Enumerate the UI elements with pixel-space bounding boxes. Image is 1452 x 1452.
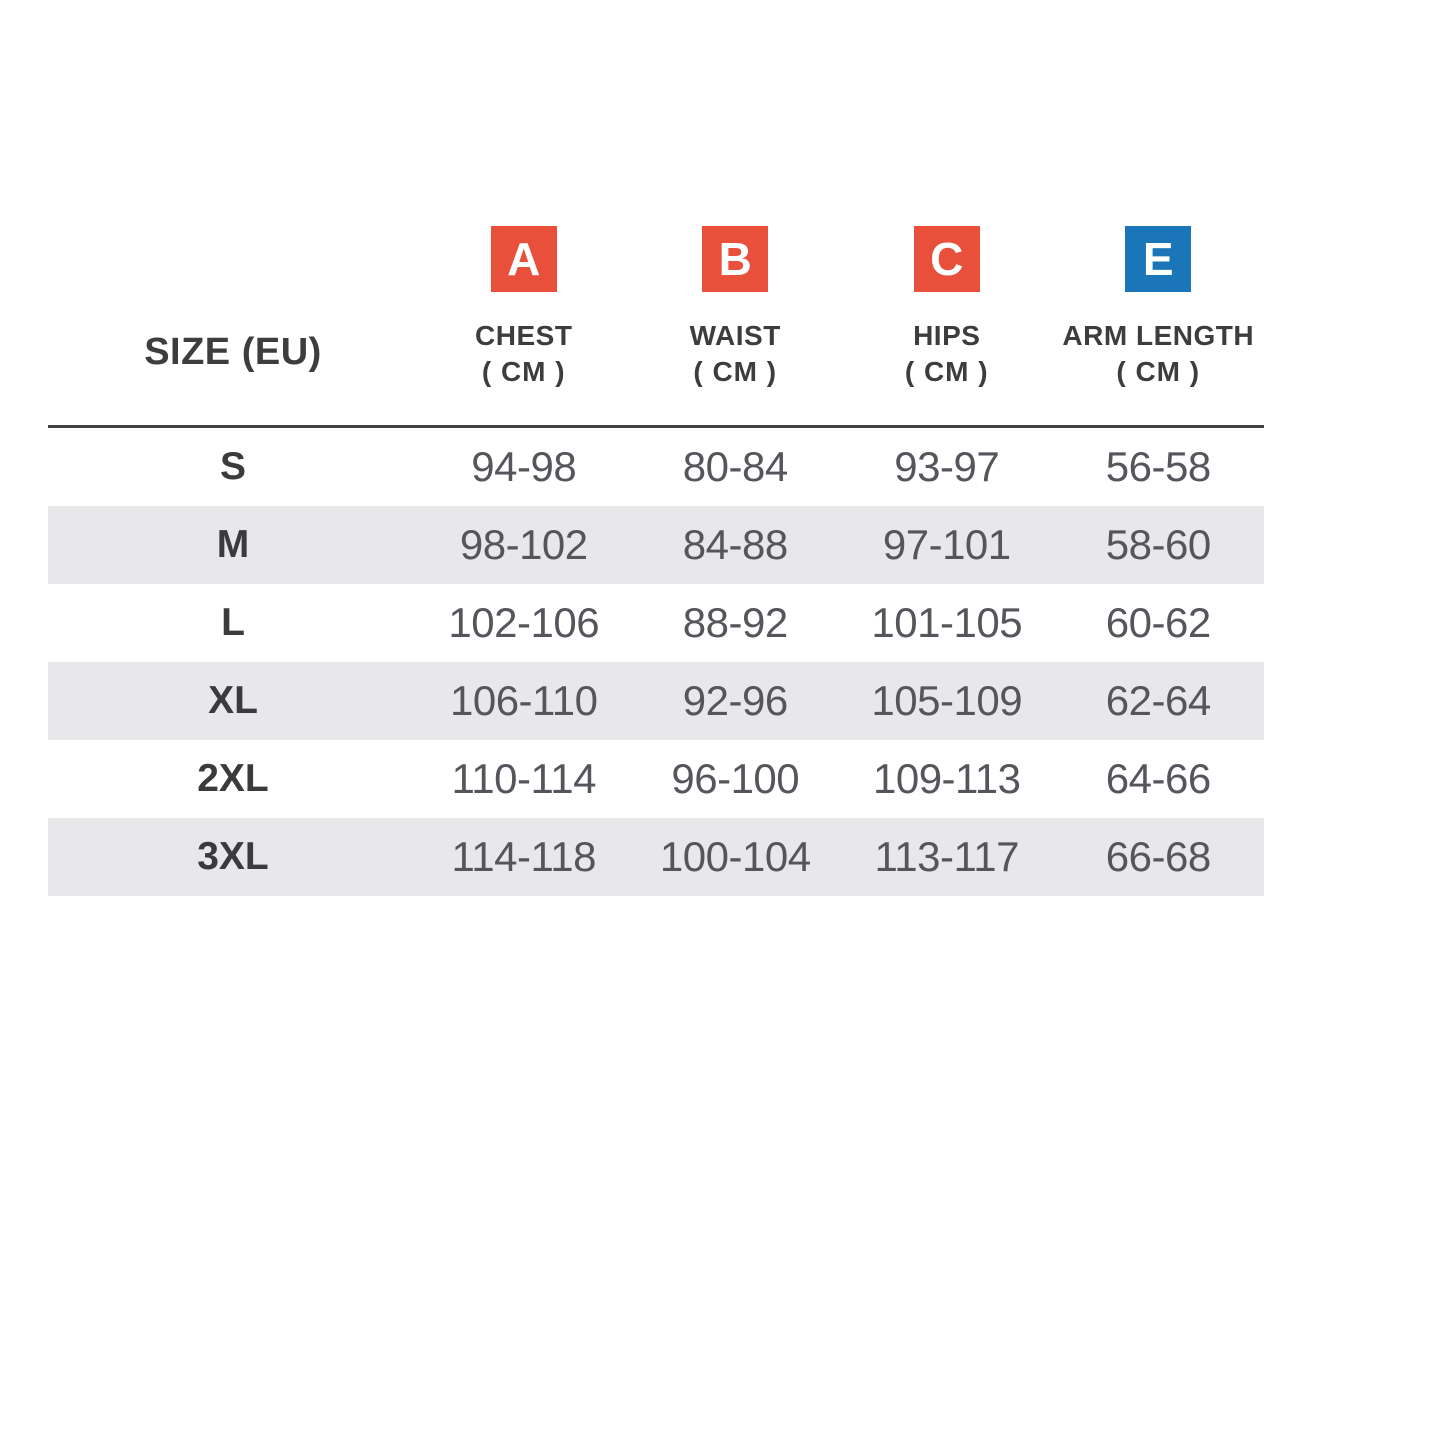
measure-badge-a: A bbox=[491, 226, 557, 292]
chest-cell: 106-110 bbox=[449, 677, 598, 724]
table-row-xl bbox=[48, 662, 1264, 740]
size-cell: L bbox=[221, 601, 245, 644]
measure-badge-b: B bbox=[702, 226, 768, 292]
column-header-arm-length bbox=[1053, 226, 1265, 388]
size-header-label: SIZE (EU) bbox=[144, 331, 322, 373]
arm-length-cell: 64-66 bbox=[1105, 755, 1211, 802]
waist-cell: 100-104 bbox=[659, 833, 811, 880]
waist-cell: 92-96 bbox=[682, 677, 788, 724]
waist-cell: 84-88 bbox=[682, 521, 788, 568]
hips-cell: 109-113 bbox=[872, 755, 1021, 802]
table-body bbox=[48, 425, 1264, 896]
column-header-waist bbox=[630, 226, 842, 388]
arm-length-cell: 62-64 bbox=[1105, 677, 1211, 724]
chest-cell: 102-106 bbox=[448, 599, 600, 646]
waist-cell: 80-84 bbox=[682, 443, 788, 490]
table-row-2xl bbox=[48, 740, 1264, 818]
size-chart-table bbox=[48, 226, 1264, 896]
hips-cell: 93-97 bbox=[894, 443, 1000, 490]
size-header-cell bbox=[48, 331, 418, 388]
chest-cell: 98-102 bbox=[459, 521, 588, 568]
column-unit: ( CM ) bbox=[904, 356, 989, 387]
column-label: CHEST bbox=[475, 320, 573, 351]
table-row-s bbox=[48, 428, 1264, 506]
column-label: ARM LENGTH bbox=[1062, 320, 1255, 351]
chest-cell: 94-98 bbox=[471, 443, 577, 490]
size-cell: M bbox=[216, 523, 250, 566]
table-row-3xl bbox=[48, 818, 1264, 896]
size-cell: XL bbox=[208, 679, 258, 722]
table-row-m bbox=[48, 506, 1264, 584]
waist-cell: 96-100 bbox=[671, 755, 800, 802]
column-unit: ( CM ) bbox=[1116, 356, 1201, 387]
column-header-hips bbox=[841, 226, 1053, 388]
column-label: HIPS bbox=[913, 320, 981, 351]
hips-cell: 97-101 bbox=[882, 521, 1011, 568]
chest-cell: 110-114 bbox=[451, 755, 596, 802]
measure-badge-e: E bbox=[1125, 226, 1191, 292]
size-cell: 2XL bbox=[197, 757, 269, 800]
hips-cell: 113-117 bbox=[874, 833, 1019, 880]
hips-cell: 105-109 bbox=[871, 677, 1023, 724]
arm-length-cell: 66-68 bbox=[1105, 833, 1211, 880]
table-row-l bbox=[48, 584, 1264, 662]
chest-cell: 114-118 bbox=[451, 833, 596, 880]
table-header-row bbox=[48, 226, 1264, 388]
column-header-chest bbox=[418, 226, 630, 388]
arm-length-cell: 56-58 bbox=[1105, 443, 1211, 490]
size-cell: 3XL bbox=[197, 835, 269, 878]
column-unit: ( CM ) bbox=[693, 356, 778, 387]
column-label: WAIST bbox=[689, 320, 781, 351]
arm-length-cell: 60-62 bbox=[1105, 599, 1211, 646]
hips-cell: 101-105 bbox=[871, 599, 1023, 646]
waist-cell: 88-92 bbox=[682, 599, 788, 646]
size-cell: S bbox=[219, 445, 246, 488]
measure-badge-c: C bbox=[914, 226, 980, 292]
arm-length-cell: 58-60 bbox=[1105, 521, 1211, 568]
column-unit: ( CM ) bbox=[481, 356, 566, 387]
